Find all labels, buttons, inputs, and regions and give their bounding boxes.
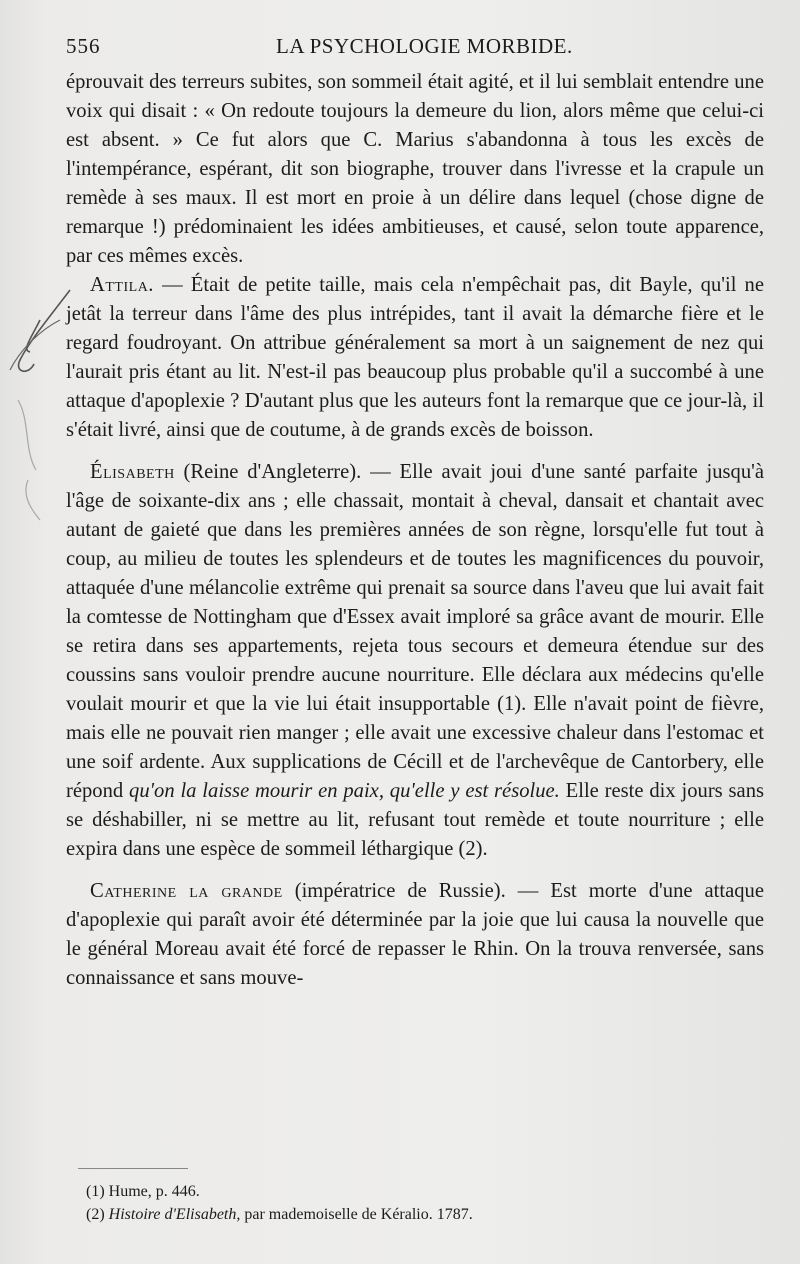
- handwritten-margin-note: [0, 280, 80, 540]
- footnote-rule: [78, 1168, 188, 1169]
- paragraph-text: éprouvait des terreurs subites, son sommeil était agité, et il lui semblait entendre une voix qui disait : « On redoute toujours la demeure du lion, alors même que celui-ci est absent. » Ce fut alors que C. Marius s'abandonna à tous les excès de l'intempérance, espérant, dit son biographe, trouver dans l'ivresse et la crapule un remède à ses maux. Il est mort en proie à un délire dans lequel (chose digne de remarque !) prédominaient les idées ambitieuses, et causé, selon toute apparence, par ces mêmes excès.: [66, 71, 764, 267]
- handwriting-scribble-icon: [0, 280, 80, 540]
- running-title: LA PSYCHOLOGIE MORBIDE.: [276, 34, 573, 58]
- running-header: [66, 32, 760, 62]
- footnote-text: Hume, p. 446.: [108, 1183, 200, 1200]
- footnotes: [86, 1180, 746, 1226]
- paragraph-text-tail: Elle reste dix jours sans se déshabiller, ni se mettre au lit, refusant tout remède et toute nourriture ; elle expira dans une espèce de sommeil léthargique (2).: [66, 780, 764, 860]
- footnote-1: [86, 1180, 746, 1203]
- italic-quote: qu'on la laisse mourir en paix, qu'elle y est résolue.: [129, 780, 560, 802]
- footnote-mark: (2): [86, 1206, 105, 1223]
- page-number: 556: [66, 34, 101, 58]
- paragraph-text: — Était de petite taille, mais cela n'empêchait pas, dit Bayle, qu'il ne jetât la terreur dans l'âme des plus intrépides, tant il avait la démarche fière et le regard foudroyant. On attribue généralement sa mort à un saignement de nez qui l'aurait pris étant au lit. N'est-il pas beaucoup plus probable qu'il a succombé à une attaque d'apoplexie ? D'autant plus que les auteurs font la remarque que ce jour-là, il s'était livré, ainsi que de coutume, à de grands excès de boisson.: [66, 274, 764, 441]
- paragraph-catherine: [66, 877, 764, 993]
- paragraph-attila: [66, 271, 764, 445]
- footnote-mark: (1): [86, 1183, 105, 1200]
- paragraph-text: (impératrice de Russie). — Est morte d'une attaque d'apoplexie qui paraît avoir été déterminée par la joie que lui causa la nouvelle que le général Moreau avait été forcé de repasser le Rhin. On la trouva renversée, sans connaissance et sans mouve-: [66, 880, 764, 989]
- paragraph-marius: [66, 68, 764, 271]
- footnote-title: Histoire d'Elisabeth,: [108, 1206, 241, 1223]
- entry-name-elisabeth: Élisabeth: [90, 461, 175, 483]
- footnote-2: [86, 1203, 746, 1226]
- entry-name-attila: Attila.: [90, 274, 154, 296]
- paragraph-text: (Reine d'Angleterre). — Elle avait joui d'une santé parfaite jusqu'à l'âge de soixante-dix ans ; elle chassait, montait à cheval, dansait et chantait avec autant de gaieté que dans les premières années de son règne, lorsqu'elle fut tout à coup, au milieu de toutes les splendeurs et de toutes les magnificences du pouvoir, attaquée d'une mélancolie extrême qui prenait sa source dans l'aveu que lui avait fait la comtesse de Nottingham que d'Essex avait imploré sa grâce avant de mourir. Elle se retira dans ses appartements, rejeta tous secours et demeura étendue sur des coussins sans vouloir prendre aucune nourriture. Elle déclara aux médecins qu'elle voulait mourir et que la vie lui était insupportable (1). Elle n'avait point de fièvre, mais elle ne pouvait rien manger ; elle avait une excessive chaleur dans l'estomac et une soif ardente. Aux supplications de Cécill et de l'archevêque de Cantorbery, elle répond: [66, 461, 764, 802]
- footnote-text: par mademoiselle de Kéralio. 1787.: [240, 1206, 473, 1223]
- entry-name-catherine: Catherine la grande: [90, 880, 283, 902]
